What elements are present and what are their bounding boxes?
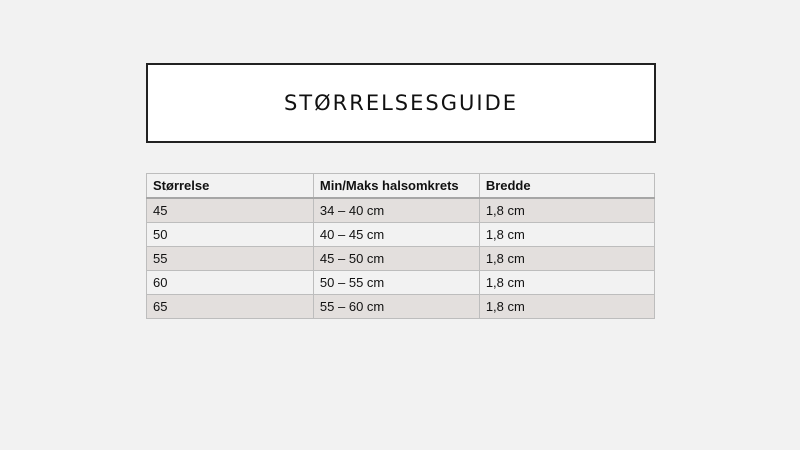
table-row bbox=[147, 247, 655, 271]
cell-width: 1,8 cm bbox=[479, 271, 654, 295]
size-table bbox=[146, 173, 655, 319]
header-size: Størrelse bbox=[147, 174, 314, 199]
header-width: Bredde bbox=[479, 174, 654, 199]
cell-size: 65 bbox=[147, 295, 314, 319]
table-row bbox=[147, 295, 655, 319]
cell-width: 1,8 cm bbox=[479, 295, 654, 319]
cell-size: 45 bbox=[147, 198, 314, 223]
cell-size: 60 bbox=[147, 271, 314, 295]
cell-size: 55 bbox=[147, 247, 314, 271]
cell-neck-circumference: 55 – 60 cm bbox=[313, 295, 479, 319]
table-row bbox=[147, 223, 655, 247]
cell-neck-circumference: 34 – 40 cm bbox=[313, 198, 479, 223]
header-neck-circumference: Min/Maks halsomkrets bbox=[313, 174, 479, 199]
cell-neck-circumference: 45 – 50 cm bbox=[313, 247, 479, 271]
cell-neck-circumference: 40 – 45 cm bbox=[313, 223, 479, 247]
table-header-row bbox=[147, 174, 655, 199]
cell-width: 1,8 cm bbox=[479, 198, 654, 223]
cell-width: 1,8 cm bbox=[479, 223, 654, 247]
table-row bbox=[147, 198, 655, 223]
cell-neck-circumference: 50 – 55 cm bbox=[313, 271, 479, 295]
title-box bbox=[146, 63, 656, 143]
cell-size: 50 bbox=[147, 223, 314, 247]
table-row bbox=[147, 271, 655, 295]
cell-width: 1,8 cm bbox=[479, 247, 654, 271]
page-title: STØRRELSESGUIDE bbox=[283, 91, 519, 115]
